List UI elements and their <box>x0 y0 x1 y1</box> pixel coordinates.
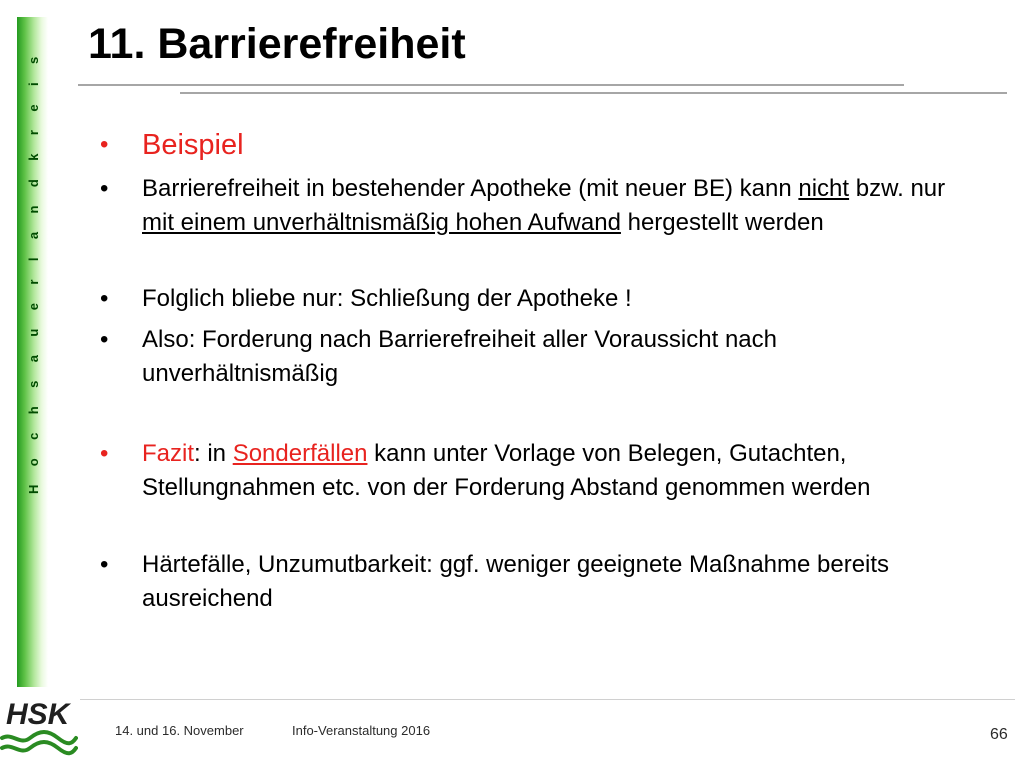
bullet-icon: • <box>100 326 109 353</box>
sonderfaellen-label: Sonderfällen <box>232 440 368 467</box>
bullet-icon: • <box>100 131 109 158</box>
bullet-text: Also: Forderung nach Barrierefreiheit aller Voraussicht nach unverhältnismäßig <box>142 326 777 387</box>
title-divider-upper <box>78 84 904 86</box>
bullet-heading-label: Beispiel <box>142 129 244 161</box>
bullet-text: Härtefälle, Unzumutbarkeit: ggf. weniger geeignete Maßnahme bereits ausreichend <box>142 551 890 612</box>
sidebar-vertical-text: H o c h s a u e r l a n d k r e i s <box>26 49 41 494</box>
bullet-item-forderung <box>100 323 962 391</box>
underlined-nicht: nicht <box>798 175 850 202</box>
footer-divider <box>80 699 1015 700</box>
bullet-icon: • <box>100 285 109 312</box>
underlined-aufwand: mit einem unverhältnismäßig hohen Aufwand <box>142 209 621 236</box>
slide-title: 11. Barrierefreiheit <box>88 20 466 68</box>
bullet-text: Barrierefreiheit in bestehender Apotheke (mit neuer BE) kann nicht bzw. nur mit einem unverhältnismäßig hohen Aufwand hergestellt werden <box>142 175 946 236</box>
bullet-text: Fazit: in Sonderfällen kann unter Vorlage von Belegen, Gutachten, Stellungnahmen etc. von der Forderung Abstand genommen werden <box>142 440 871 501</box>
bullet-item-fazit <box>100 437 962 505</box>
bullet-item-haertefaelle <box>100 548 962 616</box>
svg-text:HSK: HSK <box>6 698 70 731</box>
title-divider-lower <box>180 92 1007 94</box>
bullet-item-schliessung <box>100 282 962 316</box>
bullet-text: Folglich bliebe nur: Schließung der Apotheke ! <box>142 285 632 312</box>
fazit-label: Fazit <box>142 440 195 467</box>
footer-date: 14. und 16. November <box>115 723 244 738</box>
bullet-icon: • <box>100 551 109 578</box>
bullet-item-barrierefreiheit-apotheke <box>100 172 962 240</box>
page-number: 66 <box>990 726 1008 743</box>
footer-event: Info-Veranstaltung 2016 <box>292 723 431 738</box>
hsk-logo <box>0 694 78 760</box>
bullet-item-beispiel <box>100 126 962 164</box>
bullet-icon: • <box>100 175 109 202</box>
bullet-icon: • <box>100 440 109 467</box>
